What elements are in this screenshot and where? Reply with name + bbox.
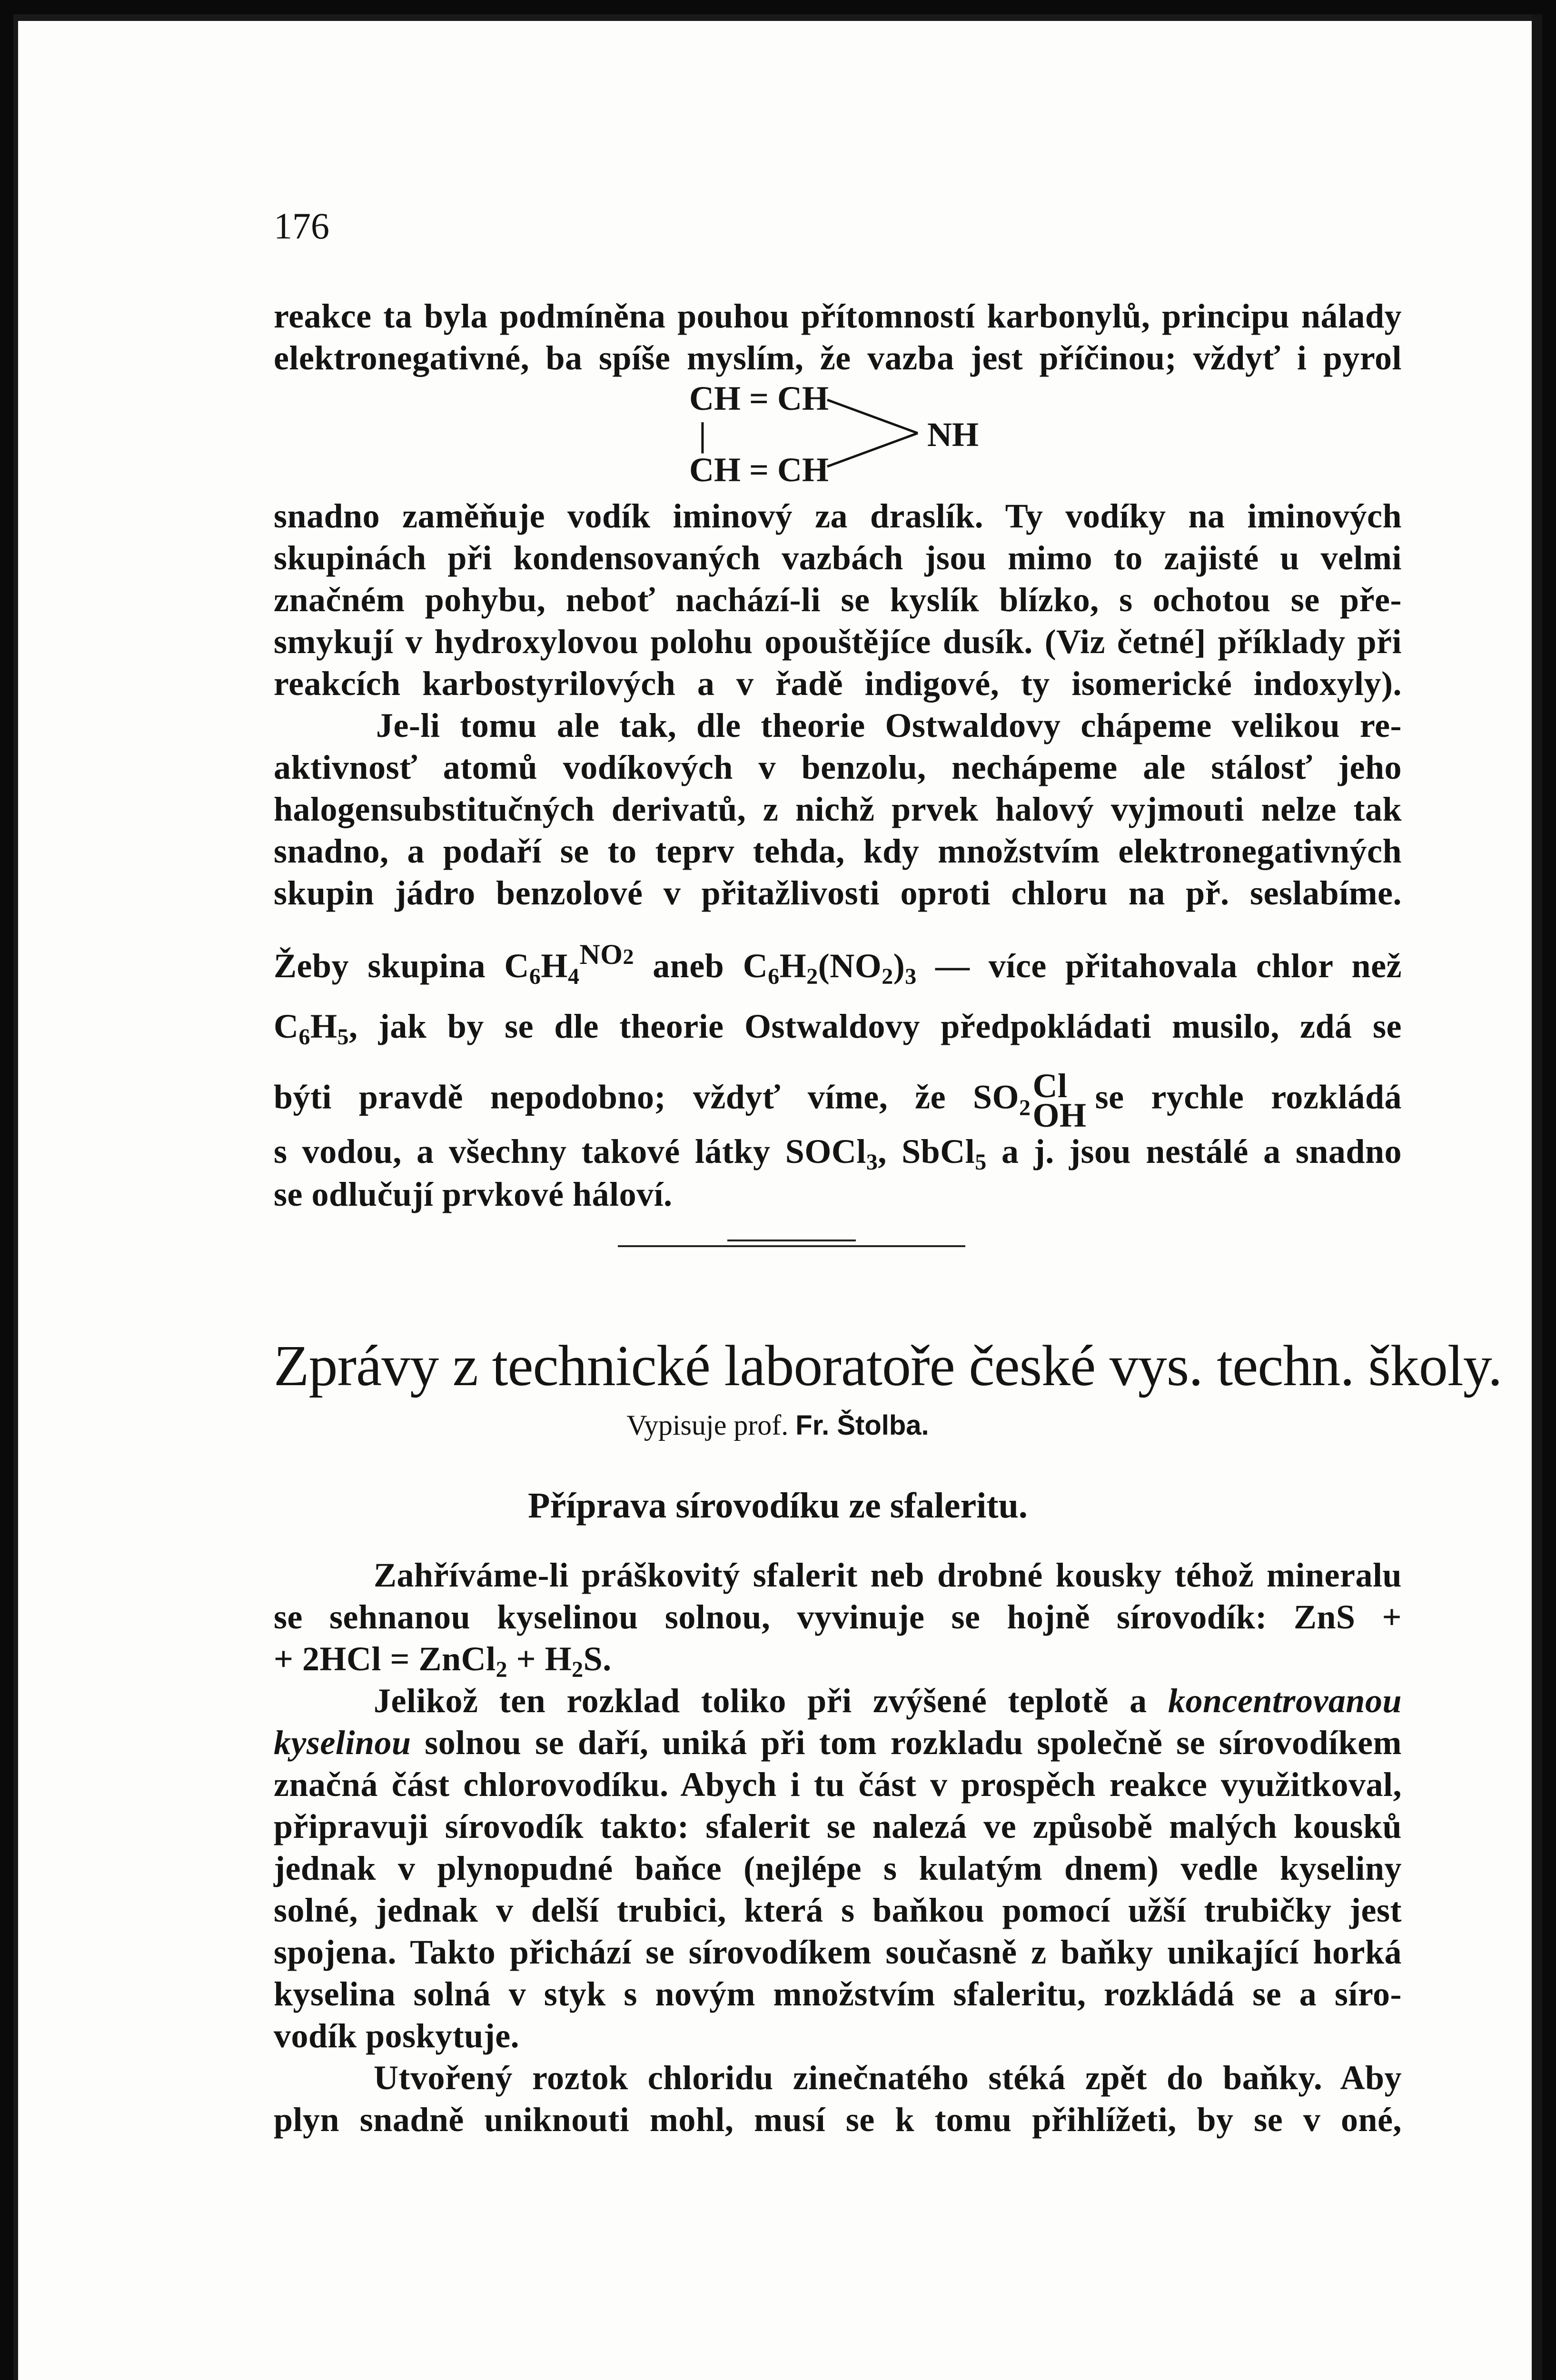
text-line: značná část chlorovodíku. Abych i tu část v prospěch reakce využitkoval, [274,1765,1402,1804]
text-line: aktivnosť atomů vodíkových v benzolu, nechápeme ale stálosť jeho [274,748,1402,786]
scan-border-right [1532,14,1542,2380]
pyrol-ring-bonds [823,390,932,476]
text-line: značném pohybu, neboť nachází-li se kyslík blízko, s ochotou se pře- [274,581,1402,619]
separator-rule-short [727,1240,856,1241]
pyrol-bottom-row: CH = CH [689,451,829,489]
formula-line: s vodou, a všechny takové látky SOCl3, SbCl5 a j. jsou nestálé a snadno [274,1132,1402,1175]
formula-line: býti pravdě nepodobno; vždyť víme, že SO2 Cl OH se rychle rozkládá [274,1067,1402,1134]
text-line: spojena. Takto přichází se sírovodíkem současně z baňky unikající horká [274,1933,1402,1971]
text-line: se odlučují prvkové háloví. [274,1175,673,1213]
text-line: snadno zaměňuje vodík iminový za draslík. Ty vodíky na iminových [274,497,1402,535]
text-line: Zahříváme-li práškovitý sfalerit neb drobné kousky téhož mineralu [374,1556,1402,1594]
text-line: solné, jednak v delší trubici, která s baňkou pomocí užší trubičky jest [274,1891,1402,1929]
text-line: kyselinou solnou se daří, uniká při tom rozkladu společně se sírovodíkem [274,1724,1402,1762]
text-line: snadno, a podaří se to teprv tehda, kdy množstvím elektronegativných [274,832,1402,870]
subsection-title: Příprava sírovodíku ze sfaleritu. [528,1486,1028,1526]
pyrol-nh: NH [927,416,979,454]
page-number: 176 [274,205,329,247]
text-line: reakcích karbostyrilových a v řadě indigové, ty isomerické indoxyly). [274,664,1402,703]
text-line: Utvořený roztok chloridu zinečnatého stéká zpět do baňky. Aby [374,2059,1402,2097]
scanned-page [13,14,1542,2380]
formula-line: C6H5, jak by se dle theorie Ostwaldovy předpokládati musilo, zdá se [274,1007,1402,1050]
section-title: Zprávy z technické laboratoře české vys. techn. školy. [274,1334,1502,1398]
text-line: připravuji sírovodík takto: sfalerit se nalezá ve způsobě malých kousků [274,1807,1402,1845]
text-line: se sehnanou kyselinou solnou, vyvinuje se hojně sírovodík: ZnS + [274,1598,1402,1636]
text-line: kyselina solná v styk s novým množstvím sfaleritu, rozkládá se a síro- [274,1975,1402,2013]
scan-border-left [13,14,18,2380]
text-line: Je-li tomu ale tak, dle theorie Ostwaldovy chápeme velikou re- [376,706,1402,744]
text-line: jednak v plynopudné baňce (nejlépe s kulatým dnem) vedle kyseliny [274,1849,1402,1887]
separator-rule [618,1245,965,1247]
text-line: vodík poskytuje. [274,2017,520,2055]
pyrol-bond: | [699,416,706,454]
byline: Vypisuje prof. Fr. Štolba. [626,1409,929,1441]
text-line: plyn snadně uniknouti mohl, musí se k tomu přihlížeti, by se v oné, [274,2101,1402,2139]
scan-border-top [13,14,1542,21]
equation-line: + 2HCl = ZnCl2 + H2S. [274,1640,612,1682]
text-line: skupin jádro benzolové v přitažlivosti oproti chloru na př. seslabíme. [274,874,1402,912]
formula-line: Žeby skupina $C6H4^{NO2}$ aneb C6H2(NO2)3 — více přitahovala chlor než [274,939,1402,989]
text-line: skupinách při kondensovaných vazbách jsou mimo to zajisté u velmi [274,539,1402,577]
text-line: halogensubstitučných derivatů, z nichž prvek halový vyjmouti nelze tak [274,790,1402,828]
text-line: Jelikož ten rozklad toliko při zvýšené teplotě a koncentrovanou [374,1682,1402,1720]
text-line: reakce ta byla podmíněna pouhou přítomností karbonylů, principu nálady [274,297,1402,335]
text-line: smykují v hydroxylovou polohu opouštějíce dusík. (Viz četné] příklady při [274,623,1402,661]
text-line: elektronegativné, ba spíše myslím, že vazba jest příčinou; vždyť i pyrol [274,339,1402,377]
pyrol-top-row: CH = CH [689,379,829,417]
